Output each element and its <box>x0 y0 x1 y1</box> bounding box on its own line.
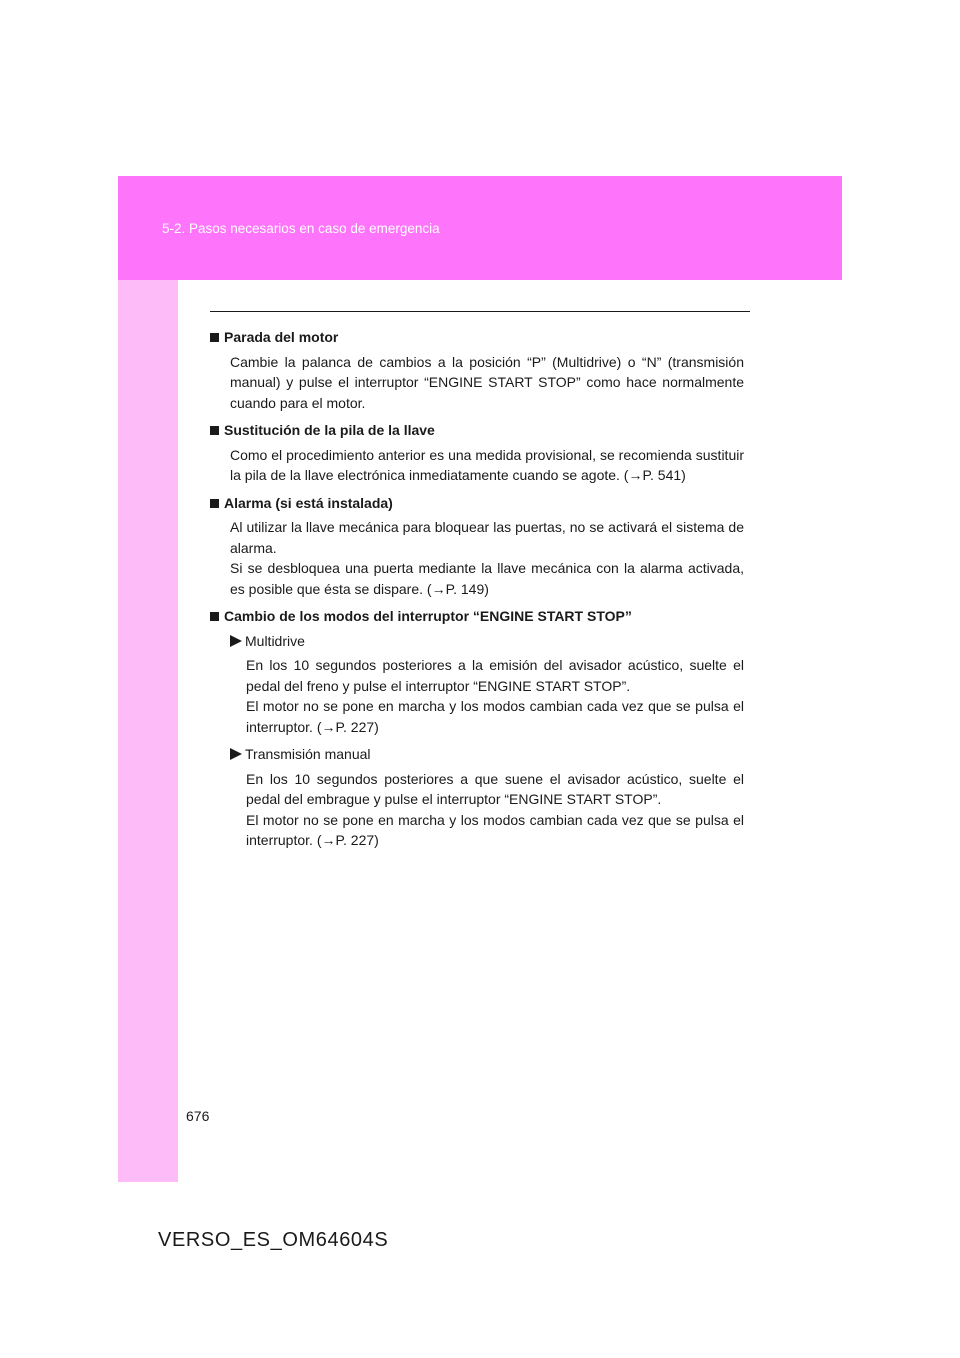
entry-heading-text: Alarma (si está instalada) <box>224 494 393 511</box>
entry-sustitucion-pila <box>210 420 744 486</box>
entry-heading-text: Sustitución de la pila de la llave <box>224 422 435 438</box>
subitem-heading <box>230 744 744 765</box>
entry-heading <box>210 493 744 514</box>
page-content <box>210 327 744 858</box>
entry-alarma <box>210 493 744 600</box>
paragraph <box>246 769 744 851</box>
paragraph: Como el procedimiento anterior es una medida provisional, se recomienda sustituir la pila de la llave electrónica inmediatamente cuando se agote. (→P. 541) <box>230 446 744 483</box>
triangle-bullet-icon <box>230 635 242 647</box>
subitem-transmision-manual <box>230 744 744 851</box>
square-bullet-icon <box>210 499 219 508</box>
square-bullet-icon <box>210 612 219 621</box>
entry-heading <box>210 420 744 441</box>
entry-heading <box>210 327 744 348</box>
paragraph <box>246 655 744 737</box>
paragraph: Cambie la palanca de cambios a la posición “P” (Multidrive) o “N” (transmisión manual) y pulse el interruptor “ENGINE START STOP” como hace normalmente cuando para el motor. <box>230 353 744 411</box>
paragraph-line: Si se desbloquea una puerta mediante la llave mecánica con la alarma activada, es posible que ésta se dispare. (→P. 149) <box>230 560 744 597</box>
subitem-label: Multidrive <box>245 632 305 649</box>
subitem-label: Transmisión manual <box>245 746 371 762</box>
paragraph-line: En los 10 segundos posteriores a que suene el avisador acústico, suelte el pedal del embrague y pulse el interruptor “ENGINE START STOP”. <box>246 770 744 807</box>
section-title: 5-2. Pasos necesarios en caso de emergencia <box>162 221 440 236</box>
triangle-bullet-icon <box>230 748 242 760</box>
entry-parada-del-motor <box>210 327 744 413</box>
subitem-multidrive <box>230 631 744 738</box>
paragraph-line: El motor no se pone en marcha y los modos cambian cada vez que se pulsa el interruptor. (→P. 227) <box>246 698 744 735</box>
entry-heading-text: Parada del motor <box>224 329 339 345</box>
side-margin-band <box>118 176 178 1182</box>
entry-heading <box>210 606 744 627</box>
entry-cambio-modos <box>210 606 744 851</box>
paragraph-line: El motor no se pone en marcha y los modos cambian cada vez que se pulsa el interruptor. (→P. 227) <box>246 811 744 848</box>
section-divider <box>210 311 750 312</box>
paragraph-line: En los 10 segundos posteriores a la emisión del avisador acústico, suelte el pedal del freno y pulse el interruptor “ENGINE START STOP”. <box>246 657 744 694</box>
square-bullet-icon <box>210 333 219 342</box>
square-bullet-icon <box>210 426 219 435</box>
paragraph-line: Al utilizar la llave mecánica para bloquear las puertas, no se activará el sistema de alarma. <box>230 519 744 556</box>
document-code: VERSO_ES_OM64604S <box>158 1229 389 1251</box>
entry-heading-text: Cambio de los modos del interruptor “ENGINE START STOP” <box>224 608 632 624</box>
page-number: 676 <box>186 1108 210 1124</box>
paragraph <box>230 517 744 599</box>
subitem-heading <box>230 631 744 652</box>
